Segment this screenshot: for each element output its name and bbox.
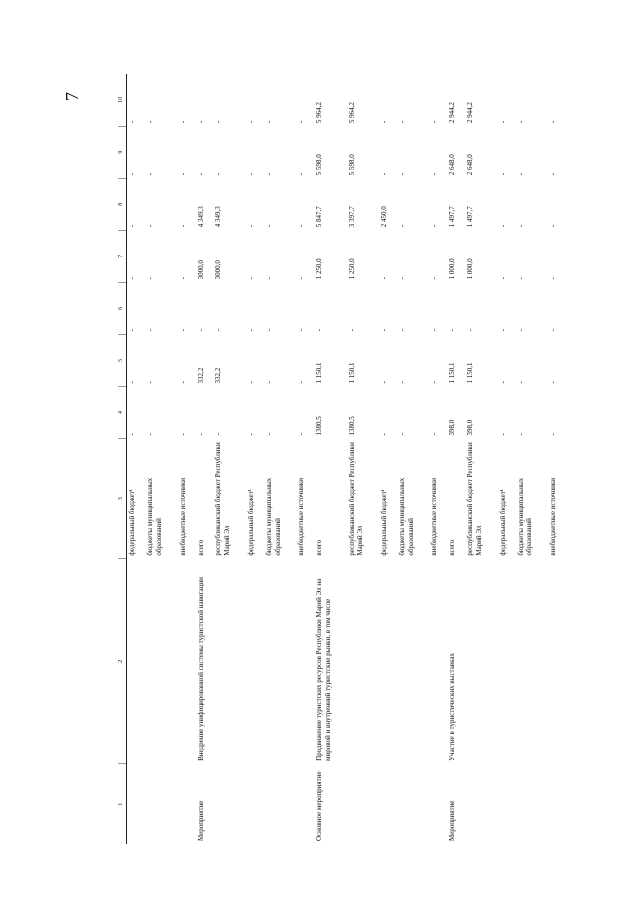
table-row xyxy=(296,74,314,844)
table-cell: - xyxy=(380,276,389,280)
table-cell: - xyxy=(397,329,406,332)
table-row xyxy=(213,74,245,844)
table-cell: 1 150,1 xyxy=(315,362,324,384)
table-cell: - xyxy=(214,120,223,124)
column-header-8: 8 xyxy=(118,178,127,230)
table-cell: федеральный бюджет¹ xyxy=(246,489,255,556)
table-cell: - xyxy=(196,433,205,436)
table-cell: - xyxy=(397,433,406,436)
table-cell: - xyxy=(146,329,155,332)
table-cell: - xyxy=(264,329,273,332)
table-cell xyxy=(548,559,566,764)
table-cell xyxy=(296,764,314,844)
table-cell: 2 944,2 xyxy=(448,102,457,124)
column-header-6: 6 xyxy=(118,282,127,334)
table-cell: - xyxy=(264,224,273,228)
table-cell xyxy=(429,764,447,844)
column-header-3: 3 xyxy=(118,439,127,559)
table-cell: - xyxy=(246,276,255,280)
table-cell: - xyxy=(196,329,205,332)
table-cell: - xyxy=(516,433,525,436)
table-cell: 1380,5 xyxy=(347,416,356,436)
table-cell: - xyxy=(297,276,306,280)
table-cell: Мероприятие xyxy=(448,800,457,841)
table-cell: 1 000,0 xyxy=(448,258,457,280)
table-cell: - xyxy=(498,433,507,436)
table-cell xyxy=(264,559,296,764)
table-cell: бюджеты муниципальных образований xyxy=(516,477,534,556)
table-cell: внебюджетные источники xyxy=(430,477,439,556)
table-row xyxy=(196,74,214,844)
column-header-7: 7 xyxy=(118,230,127,282)
table-cell: 3000,0 xyxy=(196,260,205,280)
table-cell: - xyxy=(214,433,223,436)
table-cell: - xyxy=(548,120,557,124)
table-row xyxy=(465,74,497,844)
table-cell: - xyxy=(516,120,525,124)
table-cell xyxy=(465,559,497,764)
table-cell: - xyxy=(548,172,557,176)
table-cell: - xyxy=(297,172,306,176)
table-cell: внебюджетные источники xyxy=(178,477,187,556)
table-cell xyxy=(127,764,146,844)
table-cell: - xyxy=(516,276,525,280)
table-cell: 398,0 xyxy=(448,419,457,436)
table-row xyxy=(246,74,264,844)
table-cell: - xyxy=(430,120,439,124)
rotated-table-area xyxy=(118,74,566,844)
table-cell: 1 000,0 xyxy=(466,258,475,280)
budget-table xyxy=(118,74,566,844)
table-cell: 2 648,0 xyxy=(466,154,475,176)
table-cell xyxy=(145,764,177,844)
column-header-9: 9 xyxy=(118,126,127,178)
table-cell: - xyxy=(128,276,136,280)
column-header-5: 5 xyxy=(118,334,127,386)
table-cell: 1 250,0 xyxy=(315,258,324,280)
table-cell: - xyxy=(548,433,557,436)
table-cell: 1 250,0 xyxy=(347,258,356,280)
table-cell: - xyxy=(178,433,187,436)
table-cell: 5 598,0 xyxy=(347,154,356,176)
table-cell: - xyxy=(380,329,389,332)
table-cell: всего xyxy=(315,539,324,556)
table-cell xyxy=(178,559,196,764)
table-cell: - xyxy=(128,120,136,124)
table-cell xyxy=(213,764,245,844)
table-cell: 4 349,3 xyxy=(196,206,205,228)
table-cell: 1 150,1 xyxy=(347,362,356,384)
table-cell: - xyxy=(178,276,187,280)
table-cell: всего xyxy=(448,539,457,556)
table-cell: 5 964,2 xyxy=(315,102,324,124)
table-cell: внебюджетные источники xyxy=(297,477,306,556)
table-cell: 332,2 xyxy=(214,367,223,384)
table-cell: - xyxy=(146,433,155,436)
table-cell: - xyxy=(146,276,155,280)
table-cell xyxy=(246,764,264,844)
table-cell: - xyxy=(246,329,255,332)
table-cell: - xyxy=(196,120,205,124)
table-cell: 2 450,0 xyxy=(380,206,389,228)
table-cell: - xyxy=(498,329,507,332)
table-cell: - xyxy=(498,172,507,176)
table-cell: бюджеты муниципальных образований xyxy=(264,477,282,556)
table-cell: - xyxy=(380,172,389,176)
table-cell xyxy=(264,764,296,844)
table-cell: - xyxy=(397,224,406,228)
table-cell: - xyxy=(516,224,525,228)
table-cell xyxy=(379,764,397,844)
table-row xyxy=(347,74,379,844)
table-cell: - xyxy=(178,381,187,384)
table-cell: 2 648,0 xyxy=(448,154,457,176)
table-cell: 3 397,7 xyxy=(347,206,356,228)
table-cell: - xyxy=(246,433,255,436)
table-cell: бюджеты муниципальных образований xyxy=(146,477,163,556)
table-cell: 3000,0 xyxy=(214,260,223,280)
table-cell: - xyxy=(214,172,223,176)
table-cell xyxy=(516,764,548,844)
table-cell: - xyxy=(498,276,507,280)
table-cell xyxy=(498,559,516,764)
table-row xyxy=(379,74,397,844)
table-row xyxy=(178,74,196,844)
table-cell: - xyxy=(297,381,306,384)
table-cell: - xyxy=(430,276,439,280)
table-cell: - xyxy=(498,120,507,124)
table-cell: - xyxy=(397,381,406,384)
column-header-1: 1 xyxy=(118,764,127,844)
table-cell: 5 964,2 xyxy=(347,102,356,124)
table-cell: - xyxy=(397,276,406,280)
table-cell: - xyxy=(246,172,255,176)
column-header-10: 10 xyxy=(118,74,127,126)
table-row xyxy=(447,74,465,844)
table-cell xyxy=(347,764,379,844)
table-cell: - xyxy=(264,433,273,436)
table-cell: - xyxy=(548,276,557,280)
table-cell: 398,0 xyxy=(466,419,475,436)
table-cell: 1 150,1 xyxy=(448,362,457,384)
table-cell: - xyxy=(264,120,273,124)
table-cell: - xyxy=(146,381,155,384)
table-cell: - xyxy=(297,433,306,436)
table-cell: - xyxy=(128,381,136,384)
table-cell xyxy=(347,559,379,764)
table-cell: - xyxy=(548,329,557,332)
table-row xyxy=(145,74,177,844)
table-cell xyxy=(178,764,196,844)
table-cell: - xyxy=(128,172,136,176)
table-cell: - xyxy=(246,224,255,228)
table-cell: - xyxy=(196,172,205,176)
table-cell: - xyxy=(297,329,306,332)
table-cell xyxy=(296,559,314,764)
table-cell: - xyxy=(297,120,306,124)
table-cell: - xyxy=(430,433,439,436)
table-cell: Основное мероприятие xyxy=(315,771,324,841)
table-cell: 1 497,7 xyxy=(466,206,475,228)
table-cell: - xyxy=(516,329,525,332)
table-row xyxy=(548,74,566,844)
table-cell: - xyxy=(380,433,389,436)
table-cell: республиканский бюджет Республики Марий Эл xyxy=(214,442,232,556)
table-cell: Внедрение унифицированной системы туристской навигации xyxy=(196,577,205,761)
table-cell: всего xyxy=(196,539,205,556)
table-cell xyxy=(145,559,177,764)
table-cell: - xyxy=(430,172,439,176)
table-cell: - xyxy=(146,224,155,228)
table-cell: - xyxy=(146,172,155,176)
table-cell: Участие в туристических выставках xyxy=(448,652,457,761)
table-cell: - xyxy=(380,381,389,384)
table-cell: - xyxy=(498,224,507,228)
table-cell: - xyxy=(430,224,439,228)
table-cell: - xyxy=(146,120,155,124)
table-cell: - xyxy=(548,224,557,228)
table-cell: 1380,5 xyxy=(315,416,324,436)
table-row xyxy=(429,74,447,844)
table-cell xyxy=(379,559,397,764)
table-cell xyxy=(397,764,429,844)
table-cell: - xyxy=(498,381,507,384)
column-header-4: 4 xyxy=(118,386,127,438)
table-cell: Продвижение туристских ресурсов Республики Марий Эл на мировой и внутренний туристские рынки, в том числе xyxy=(315,578,332,761)
table-cell: - xyxy=(214,329,223,332)
table-cell xyxy=(127,559,146,764)
table-cell xyxy=(246,559,264,764)
table-cell: - xyxy=(347,329,356,332)
table-cell xyxy=(465,764,497,844)
table-cell: республиканский бюджет Республики Марий Эл xyxy=(347,442,365,556)
table-cell: - xyxy=(397,172,406,176)
table-cell: 1 150,1 xyxy=(466,362,475,384)
table-cell: 332,2 xyxy=(196,367,205,384)
table-cell: 5 598,0 xyxy=(315,154,324,176)
table-row xyxy=(516,74,548,844)
table-cell: - xyxy=(178,172,187,176)
table-cell xyxy=(397,559,429,764)
header-row xyxy=(118,74,127,844)
table-cell: - xyxy=(297,224,306,228)
table-cell: - xyxy=(246,120,255,124)
table-body xyxy=(127,74,567,844)
table-cell: - xyxy=(128,224,136,228)
table-cell: - xyxy=(466,329,475,332)
table-cell: - xyxy=(264,172,273,176)
column-header-2: 2 xyxy=(118,559,127,764)
table-cell: бюджеты муниципальных образований xyxy=(397,477,415,556)
table-cell: - xyxy=(448,329,457,332)
table-cell: - xyxy=(380,120,389,124)
table-row xyxy=(127,74,146,844)
table-row xyxy=(498,74,516,844)
table-cell xyxy=(498,764,516,844)
table-cell: - xyxy=(178,329,187,332)
table-cell: - xyxy=(430,381,439,384)
table-cell: 5 847,7 xyxy=(315,206,324,228)
table-cell: - xyxy=(178,224,187,228)
table-cell: - xyxy=(315,329,324,332)
table-cell xyxy=(213,559,245,764)
table-cell: федеральный бюджет¹ xyxy=(498,489,507,556)
table-cell: - xyxy=(178,120,187,124)
table-cell: федеральный бюджет¹ xyxy=(380,489,389,556)
table-cell: федеральный бюджет¹ xyxy=(128,489,136,556)
table-cell xyxy=(548,764,566,844)
table-cell: республиканский бюджет Республики Марий Эл xyxy=(466,442,483,556)
table-cell: 4 349,3 xyxy=(214,206,223,228)
table-row xyxy=(397,74,429,844)
table-cell: Мероприятие xyxy=(196,800,205,841)
table-cell: - xyxy=(430,329,439,332)
table-cell: - xyxy=(516,381,525,384)
table-cell: 1 497,7 xyxy=(448,206,457,228)
table-cell xyxy=(429,559,447,764)
table-cell: - xyxy=(548,381,557,384)
table-cell xyxy=(516,559,548,764)
table-row xyxy=(314,74,346,844)
table-cell: - xyxy=(264,381,273,384)
table-cell: внебюджетные источники xyxy=(548,477,557,556)
page-number: 7 xyxy=(62,92,82,101)
table-cell: - xyxy=(264,276,273,280)
table-cell: - xyxy=(397,120,406,124)
table-cell: 2 944,2 xyxy=(466,102,475,124)
table-cell: - xyxy=(128,329,136,332)
table-cell: - xyxy=(128,433,136,436)
table-cell: - xyxy=(516,172,525,176)
table-row xyxy=(264,74,296,844)
table-cell: - xyxy=(246,381,255,384)
